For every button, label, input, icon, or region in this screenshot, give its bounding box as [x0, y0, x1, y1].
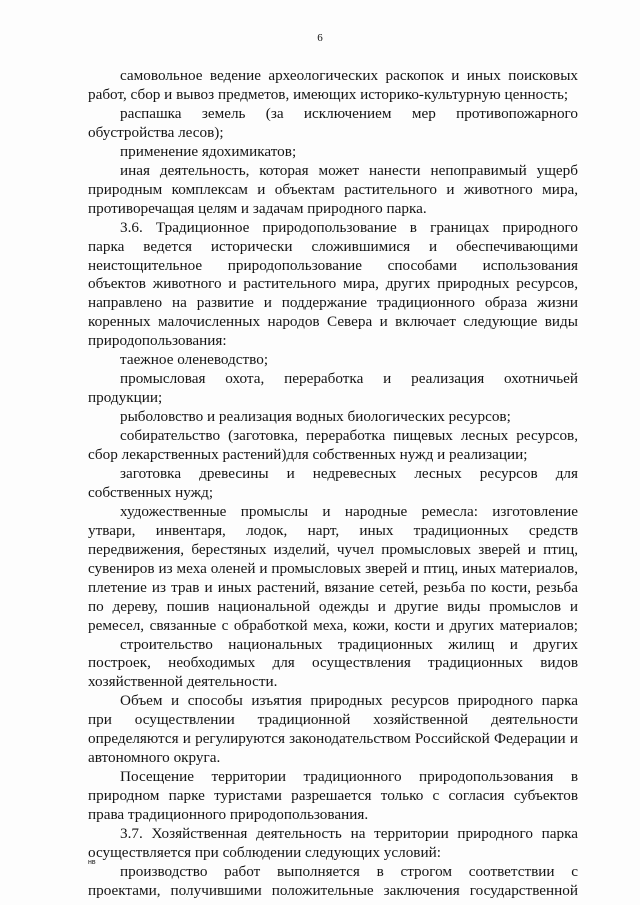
text-line: природным комплексам и объектам растительного и животного мира,	[88, 180, 578, 198]
text-line: автономного округа.	[88, 749, 221, 767]
text-line: распашка земель (за исключением мер противопожарного	[120, 104, 578, 122]
text-line: рыболовство и реализация водных биологических ресурсов;	[120, 408, 511, 426]
text-line: 3.6. Традиционное природопользование в границах природного	[120, 218, 578, 236]
text-line: промысловая охота, переработка и реализация охотничьей	[120, 370, 578, 388]
text-line: неистощительное природопользование способами использования	[88, 256, 578, 274]
text-line: объектов животного и растительного мира, других природных ресурсов,	[88, 275, 578, 293]
text-line: Посещение территории традиционного природопользования в	[120, 768, 578, 786]
text-line: ремесел, связанные с обработкой меха, кожи, кости и других материалов;	[88, 616, 578, 634]
text-line: художественные промыслы и народные ремесла: изготовление	[120, 502, 578, 520]
text-line: плетение из трав и иных растений, вязание сетей, резьба по кости, резьба	[88, 578, 578, 596]
text-line: сбор лекарственных растений)для собственных нужд и реализации;	[88, 446, 528, 463]
text-line: утвари, инвентаря, лодок, нарт, иных традиционных средств	[88, 521, 578, 539]
text-line: по дереву, пошив национальной одежды и другие виды промыслов и	[88, 597, 578, 615]
text-line: заготовка древесины и недревесных лесных ресурсов для	[120, 464, 578, 482]
text-line: осуществляется при соблюдении следующих условий:	[88, 843, 441, 861]
text-line: самовольное ведение археологических раскопок и иных поисковых	[120, 67, 578, 84]
text-line: собирательство (заготовка, переработка пищевых лесных ресурсов,	[120, 427, 578, 445]
text-line: при осуществлении традиционной хозяйственной деятельности	[88, 711, 578, 729]
text-line: строительство национальных традиционных жилищ и других	[120, 635, 578, 653]
text-line: природопользования:	[88, 332, 227, 350]
text-line: 3.7. Хозяйственная деятельность на территории природного парка	[120, 825, 578, 842]
text-line: хозяйственной деятельности.	[88, 673, 278, 691]
text-line: сувениров из меха оленей и промысловых зверей и птиц, иных материалов,	[88, 559, 578, 577]
text-line: применение ядохимикатов;	[120, 142, 297, 160]
text-line: определяются и регулируются законодательством Российской Федерации и	[88, 730, 578, 748]
text-line: парка ведется исторически сложившимися и обеспечивающими	[88, 237, 578, 255]
text-line: проектами, получившими положительные заключения государственной	[88, 881, 578, 899]
text-line: обустройства лесов);	[88, 123, 224, 141]
text-line: работ, сбор и вывоз предметов, имеющих историко-культурную ценность;	[88, 85, 569, 103]
text-line: производство работ выполняется в строгом соответствии с	[120, 862, 578, 880]
text-line: построек, необходимых для осуществления традиционных видов	[88, 654, 578, 672]
text-line: передвижения, берестяных изделий, чучел промысловых зверей и птиц,	[88, 540, 578, 558]
text-line: иная деятельность, которая может нанести непоправимый ущерб	[120, 161, 578, 179]
text-line: противоречащая целям и задачам природного парка.	[88, 199, 427, 217]
text-line: продукции;	[88, 389, 163, 407]
page-number: 6	[317, 32, 323, 44]
text-line: права традиционного природопользования.	[88, 806, 369, 824]
text-line: природном парке туристами разрешается только с согласия субъектов	[88, 787, 578, 805]
text-line: коренных малочисленных народов Севера и включает следующие виды	[88, 313, 578, 331]
footer-mark: нв	[88, 859, 96, 866]
text-line: таежное оленеводство;	[120, 351, 269, 369]
text-line: Объем и способы изъятия природных ресурсов природного парка	[120, 692, 578, 710]
text-line: направлено на развитие и поддержание традиционного образа жизни	[88, 294, 578, 312]
text-line: собственных нужд;	[88, 483, 214, 501]
